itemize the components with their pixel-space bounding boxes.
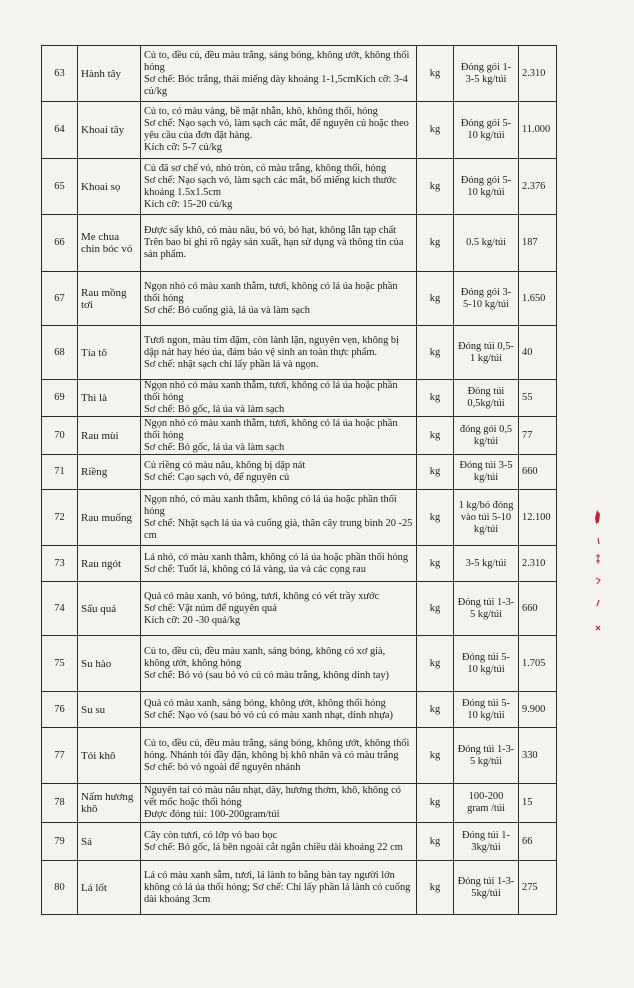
product-name: Thì là xyxy=(78,380,141,417)
quantity: 2.310 xyxy=(519,46,557,102)
description-line: Sơ chế: nhặt sạch chỉ lấy phần lá và ngọn. xyxy=(144,358,319,370)
product-description xyxy=(141,823,417,861)
packaging: Đóng túi 1-3-5 kg/túi xyxy=(454,728,519,784)
product-description xyxy=(141,380,417,417)
table-row xyxy=(42,102,557,159)
product-name: Tỏi khô xyxy=(78,728,141,784)
row-number: 67 xyxy=(42,272,78,326)
product-description xyxy=(141,417,417,455)
unit: kg xyxy=(417,784,454,823)
product-description xyxy=(141,692,417,728)
quantity: 1.705 xyxy=(519,636,557,692)
row-number: 77 xyxy=(42,728,78,784)
description-line: Lá có màu xanh sẫm, tươi, lá lành to bằng bàn tay người lớn không có lá úa thối hỏng; Sơ chế: Chỉ lấy phần lá lành có cuống dài khoảng 3cm xyxy=(144,869,411,905)
description-line: Sơ chế: Bỏ cuống già, lá úa và làm sạch xyxy=(144,304,310,316)
description-line: Sơ chế: Nhặt sạch lá úa và cuống già, thân cây trung bình 20 -25 cm xyxy=(144,517,413,541)
table-row xyxy=(42,272,557,326)
quantity: 660 xyxy=(519,455,557,490)
quantity: 40 xyxy=(519,326,557,380)
product-name: Tía tô xyxy=(78,326,141,380)
row-number: 66 xyxy=(42,215,78,272)
row-number: 65 xyxy=(42,159,78,215)
row-number: 68 xyxy=(42,326,78,380)
description-line: Sơ chế: Cạo sạch vỏ, để nguyên củ xyxy=(144,472,290,483)
unit: kg xyxy=(417,326,454,380)
product-description xyxy=(141,546,417,582)
product-name: Rau mùi xyxy=(78,417,141,455)
row-number: 63 xyxy=(42,46,78,102)
packaging: 3-5 kg/túi xyxy=(454,546,519,582)
description-line: Lá nhỏ, có màu xanh thẫm, không có lá úa hoặc phần thối hỏng xyxy=(144,551,409,563)
table-row xyxy=(42,636,557,692)
description-line: Kích cỡ: 20 -30 quả/kg xyxy=(144,614,241,626)
product-name: Rau mồng tơi xyxy=(78,272,141,326)
description-line: Tươi ngon, màu tím đậm, còn lành lặn, nguyên vẹn, không bị dập nát hay héo úa, đảm bảo vệ sinh an toàn thực phẩm. xyxy=(144,334,399,358)
product-description xyxy=(141,272,417,326)
description-line: Sơ chế: Bóc trắng, thái miếng dày khoảng 1-1,5cmKích cỡ: 3-4 củ/kg xyxy=(144,73,408,97)
packaging: Đóng gói 1-3-5 kg/túi xyxy=(454,46,519,102)
description-line: Sơ chế: Bỏ gốc, lá úa và làm sạch xyxy=(144,441,285,453)
product-name: Sả xyxy=(78,823,141,861)
packaging: Đóng túi 3-5 kg/túi xyxy=(454,455,519,490)
quantity: 275 xyxy=(519,861,557,915)
description-line: Kích cỡ: 15-20 củ/kg xyxy=(144,198,233,210)
table-row xyxy=(42,326,557,380)
quantity: 1.650 xyxy=(519,272,557,326)
product-description xyxy=(141,636,417,692)
table-row xyxy=(42,861,557,915)
table-row xyxy=(42,692,557,728)
description-line: Sơ chế: Nạo vỏ (sau bỏ vỏ củ có màu xanh nhạt, dính nhựa) xyxy=(144,709,393,721)
unit: kg xyxy=(417,636,454,692)
description-line: Quả có màu xanh, vỏ bóng, tươi, không có vết trầy xước xyxy=(144,590,380,602)
unit: kg xyxy=(417,692,454,728)
description-line: Củ riềng có màu nâu, không bị dập nát xyxy=(144,460,306,471)
product-description xyxy=(141,102,417,159)
packaging: Đóng gói 5-10 kg/túi xyxy=(454,102,519,159)
table-row xyxy=(42,546,557,582)
unit: kg xyxy=(417,490,454,546)
unit: kg xyxy=(417,546,454,582)
product-description xyxy=(141,784,417,823)
product-name: Su su xyxy=(78,692,141,728)
quantity: 15 xyxy=(519,784,557,823)
product-name: Me chua chín bóc vỏ xyxy=(78,215,141,272)
product-name: Khoai sọ xyxy=(78,159,141,215)
product-name: Rau muống xyxy=(78,490,141,546)
product-description xyxy=(141,215,417,272)
description-line: Củ đã sơ chế vỏ, nhỏ tròn, có màu trắng, không thối, hỏng xyxy=(144,162,387,174)
table-row xyxy=(42,215,557,272)
row-number: 74 xyxy=(42,582,78,636)
table-row xyxy=(42,728,557,784)
product-name: Lá lốt xyxy=(78,861,141,915)
table-row xyxy=(42,582,557,636)
quantity: 330 xyxy=(519,728,557,784)
unit: kg xyxy=(417,215,454,272)
packaging: đóng gói 0,5 kg/túi xyxy=(454,417,519,455)
product-description xyxy=(141,46,417,102)
product-name: Riềng xyxy=(78,455,141,490)
row-number: 70 xyxy=(42,417,78,455)
unit: kg xyxy=(417,455,454,490)
description-line: Kích cỡ: 5-7 củ/kg xyxy=(144,142,222,153)
row-number: 75 xyxy=(42,636,78,692)
description-line: Củ to, đều củ, đều màu trắng, sáng bóng, không ướt, không thối hỏng xyxy=(144,49,410,73)
table-body xyxy=(42,46,557,915)
description-line: Sơ chế: Tuốt lá, không có lá vàng, úa và các cọng rau xyxy=(144,563,366,575)
description-line: Trên bao bì ghi rõ ngày sản xuất, hạn sử dụng và thông tin của sản phẩm. xyxy=(144,237,404,260)
packaging: Đóng túi 0,5-1 kg/túi xyxy=(454,326,519,380)
product-name: Nấm hương khô xyxy=(78,784,141,823)
description-line: Sơ chế: Bỏ vỏ (sau bỏ vỏ củ có màu trắng, không dính tay) xyxy=(144,669,390,681)
quantity: 187 xyxy=(519,215,557,272)
quantity: 11.000 xyxy=(519,102,557,159)
packaging: Đóng gói 5-10 kg/túi xyxy=(454,159,519,215)
unit: kg xyxy=(417,861,454,915)
unit: kg xyxy=(417,46,454,102)
description-line: Được sấy khô, có màu nâu, bỏ vỏ, bỏ hạt, không lẫn tạp chất xyxy=(144,225,397,236)
row-number: 72 xyxy=(42,490,78,546)
description-line: Sơ chế: Vặt núm để nguyên quả xyxy=(144,602,277,614)
quantity: 77 xyxy=(519,417,557,455)
unit: kg xyxy=(417,728,454,784)
packaging: Đóng túi 1-3-5kg/túi xyxy=(454,861,519,915)
table-row xyxy=(42,417,557,455)
product-description xyxy=(141,326,417,380)
product-name: Khoai tây xyxy=(78,102,141,159)
row-number: 80 xyxy=(42,861,78,915)
table-row xyxy=(42,455,557,490)
row-number: 71 xyxy=(42,455,78,490)
packaging: Đóng túi 5-10 kg/túi xyxy=(454,636,519,692)
quantity: 66 xyxy=(519,823,557,861)
margin-stamp-marks xyxy=(590,508,606,638)
table-row xyxy=(42,490,557,546)
product-description xyxy=(141,582,417,636)
product-name: Sấu quả xyxy=(78,582,141,636)
unit: kg xyxy=(417,102,454,159)
row-number: 69 xyxy=(42,380,78,417)
description-line: Ngọn nhỏ có màu xanh thẫm, tươi, không có lá úa hoặc phần thối hỏng xyxy=(144,417,398,441)
product-spec-table xyxy=(41,45,557,915)
table-row xyxy=(42,380,557,417)
unit: kg xyxy=(417,417,454,455)
quantity: 55 xyxy=(519,380,557,417)
product-description xyxy=(141,455,417,490)
description-line: Ngọn nhỏ có màu xanh thẫm, tươi, không có lá úa hoặc phần thối hỏng xyxy=(144,280,398,304)
packaging: Đóng túi 1-3kg/túi xyxy=(454,823,519,861)
product-name: Hành tây xyxy=(78,46,141,102)
description-line: Quả có màu xanh, sáng bóng, không ướt, không thối hỏng xyxy=(144,697,386,709)
description-line: Sơ chế: bỏ vỏ ngoài để nguyên nhánh xyxy=(144,761,301,773)
quantity: 2.310 xyxy=(519,546,557,582)
quantity: 2.376 xyxy=(519,159,557,215)
product-description xyxy=(141,728,417,784)
quantity: 12.100 xyxy=(519,490,557,546)
description-line: Củ to, đều củ, đều màu trắng, sáng bóng, không ướt, không thối hỏng. Nhánh tỏi đầy đặn, không bị khô nhăn và có màu trắng xyxy=(144,737,410,761)
description-line: Nguyên tai có màu nâu nhạt, dày, hương thơm, khô, không có vết mốc hoặc thối hỏng xyxy=(144,785,401,808)
row-number: 73 xyxy=(42,546,78,582)
description-line: Ngọn nhỏ có màu xanh thẫm, tươi, không có lá úa hoặc phần thối hỏng xyxy=(144,380,398,403)
description-line: Củ to, có màu vàng, bề mặt nhẵn, khô, không thối, hỏng xyxy=(144,106,378,117)
product-name: Su hào xyxy=(78,636,141,692)
row-number: 64 xyxy=(42,102,78,159)
packaging: Đóng túi 5-10 kg/túi xyxy=(454,692,519,728)
quantity: 9.900 xyxy=(519,692,557,728)
packaging: Đóng gói 3-5-10 kg/túi xyxy=(454,272,519,326)
quantity: 660 xyxy=(519,582,557,636)
row-number: 78 xyxy=(42,784,78,823)
table-row xyxy=(42,46,557,102)
table-row xyxy=(42,823,557,861)
packaging: Đóng túi 1-3-5 kg/túi xyxy=(454,582,519,636)
description-line: Ngọn nhỏ, có màu xanh thẫm, không có lá úa hoặc phần thối hỏng xyxy=(144,493,397,517)
product-description xyxy=(141,490,417,546)
product-description xyxy=(141,159,417,215)
table-row xyxy=(42,159,557,215)
description-line: Được đóng túi: 100-200gram/túi xyxy=(144,809,280,820)
packaging: 1 kg/bó đóng vào túi 5-10 kg/túi xyxy=(454,490,519,546)
product-name: Rau ngót xyxy=(78,546,141,582)
product-description xyxy=(141,861,417,915)
description-line: Sơ chế: Nạo sạch vỏ, làm sạch các mắt, bổ miếng kích thước khoảng 1.5x1.5cm xyxy=(144,174,397,198)
unit: kg xyxy=(417,380,454,417)
description-line: Sơ chế: Nạo sạch vỏ, làm sạch các mắt, để nguyên củ hoặc theo yêu cầu của đơn đặt hàng. xyxy=(144,118,409,141)
table-row xyxy=(42,784,557,823)
packaging: 0.5 kg/túi xyxy=(454,215,519,272)
description-line: Sơ chế: Bỏ gốc, lá bên ngoài cắt ngắn chiều dài khoảng 22 cm xyxy=(144,841,403,853)
unit: kg xyxy=(417,272,454,326)
row-number: 76 xyxy=(42,692,78,728)
description-line: Sơ chế: Bỏ gốc, lá úa và làm sạch xyxy=(144,404,285,415)
packaging: 100-200 gram /túi xyxy=(454,784,519,823)
unit: kg xyxy=(417,582,454,636)
unit: kg xyxy=(417,823,454,861)
packaging: Đóng túi 0,5kg/túi xyxy=(454,380,519,417)
description-line: Củ to, đều củ, đều màu xanh, sáng bóng, không có xơ già, không ướt, không hỏng xyxy=(144,645,386,669)
row-number: 79 xyxy=(42,823,78,861)
unit: kg xyxy=(417,159,454,215)
description-line: Cây còn tươi, có lớp vỏ bao bọc xyxy=(144,829,278,841)
